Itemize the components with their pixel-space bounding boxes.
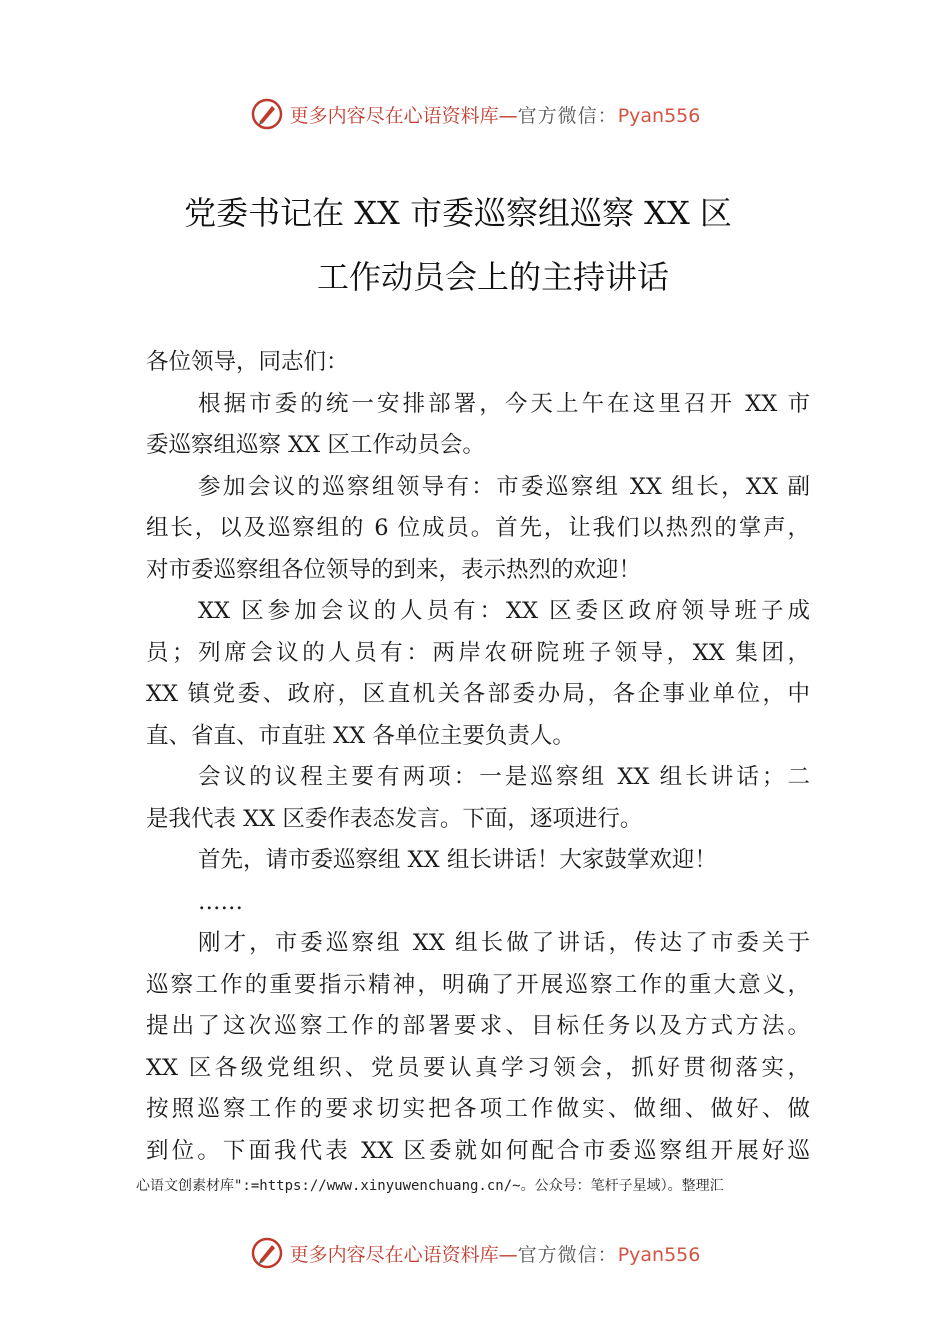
body-line: XX 区各级党组织、党员要认真学习领会，抓好贯彻落实， <box>146 1054 810 1081</box>
body-line: 直、省直、市直驻 XX 各单位主要负责人。 <box>146 722 575 749</box>
pen-logo-icon <box>250 97 284 131</box>
body-line: 组长，以及巡察组的 6 位成员。首先，让我们以热烈的掌声， <box>146 515 810 541</box>
body-line: 参加会议的巡察组领导有：市委巡察组 XX 组长，XX 副 <box>198 473 810 500</box>
body-line: XX 镇党委、政府，区直机关各部委办局，各企事业单位，中 <box>146 681 810 707</box>
footer-source-note: 心语文创素材库":=https://www.xinyuwenchuang.cn/~。公众号：笔杆子星域）。整理汇 <box>136 1178 724 1194</box>
body-line: 员；列席会议的人员有：两岸农研院班子领导，XX 集团， <box>146 639 810 666</box>
body-line: 委巡察组巡察 XX 区工作动员会。 <box>146 432 485 458</box>
body-line: 到位。下面我代表 XX 区委就如何配合市委巡察组开展好巡 <box>146 1137 810 1164</box>
body-line: 根据市委的统一安排部署，今天上午在这里召开 XX 市 <box>198 390 810 417</box>
body-line: 刚才，市委巡察组 XX 组长做了讲话，传达了市委关于 <box>198 930 810 956</box>
banner-text: 更多内容尽在心语资料库—官方微信：Pyan556 <box>289 1243 701 1266</box>
body-line: 是我代表 XX 区委作表态发言。下面，逐项进行。 <box>146 805 643 832</box>
body-line: 提出了这次巡察工作的部署要求、目标任务以及方式方法。 <box>146 1013 810 1039</box>
body-line: 对市委巡察组各位领导的到来，表示热烈的欢迎！ <box>146 556 642 583</box>
document-title-line-2: 工作动员会上的主持讲话 <box>316 258 669 296</box>
salutation: 各位领导，同志们： <box>146 349 349 375</box>
banner-text: 更多内容尽在心语资料库—官方微信：Pyan556 <box>289 104 701 127</box>
pen-logo-icon <box>250 1236 284 1270</box>
document-title-line-1: 党委书记在 XX 市委巡察组巡察 XX 区 <box>184 194 732 232</box>
bottom-banner <box>0 1233 950 1273</box>
ellipsis-line: …… <box>198 888 243 915</box>
body-line: 按照巡察工作的要求切实把各项工作做实、做细、做好、做 <box>146 1096 810 1122</box>
document-body <box>146 342 810 1172</box>
body-line: 首先，请市委巡察组 XX 组长讲话！大家鼓掌欢迎！ <box>198 847 717 873</box>
body-line: 会议的议程主要有两项：一是巡察组 XX 组长讲话；二 <box>198 764 810 790</box>
body-line: 巡察工作的重要指示精神，明确了开展巡察工作的重大意义， <box>146 971 810 998</box>
top-banner <box>0 94 950 134</box>
body-line: XX 区参加会议的人员有：XX 区委区政府领导班子成 <box>198 598 810 624</box>
